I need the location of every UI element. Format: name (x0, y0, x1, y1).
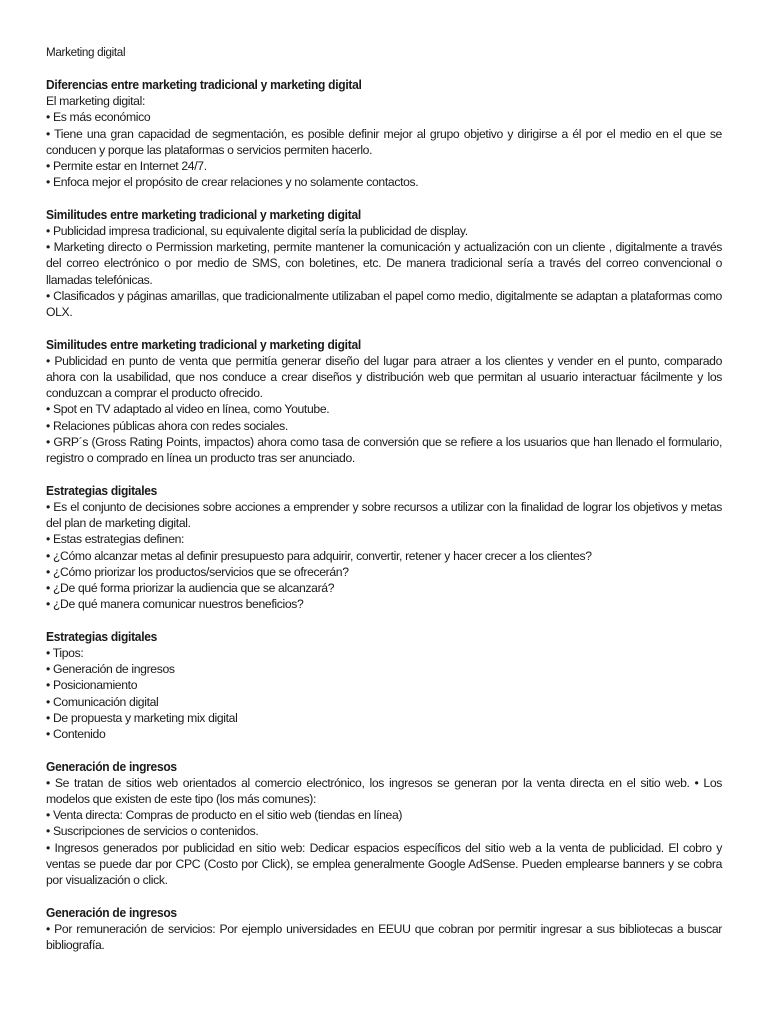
bullet-item: • Enfoca mejor el propósito de crear relaciones y no solamente contactos. (46, 175, 419, 190)
bullet-item: • Ingresos generados por publicidad en sitio web: Dedicar espacios específicos del sitio web a la venta de publicidad. El cobro y ventas se puede dar por CPC (Costo por Click), se emplea generalmente Google AdSense. Pueden emplearse banners y se cobra por visualización o click. (46, 840, 722, 888)
section (46, 336, 722, 467)
section-body (46, 93, 722, 191)
section-body (46, 921, 722, 954)
section-heading: Estrategias digitales (46, 482, 158, 498)
bullet-item: • Estas estrategias definen: (46, 532, 185, 547)
section-heading: Generación de ingresos (46, 904, 177, 920)
bullet-item: • Tiene una gran capacidad de segmentación, es posible definir mejor al grupo objetivo y dirigirse a él por el medio en el que se conducen y porque las plataformas o servicios permiten hacerlo. (46, 126, 722, 157)
bullet-item: • Marketing directo o Permission marketing, permite mantener la comunicación y actualización con un cliente , digitalmente a través del correo electrónico o por medio de SMS, con boletines, etc. De manera tradicional sería a través del correo convencional o llamadas telefónicas. (46, 240, 722, 287)
bullet-item: • Posicionamiento (46, 678, 138, 693)
bullet-item: • Comunicación digital (46, 694, 159, 709)
bullet-item: • Venta directa: Compras de producto en el sitio web (tiendas en línea) (46, 808, 403, 823)
bullet-item: • Spot en TV adaptado al video en línea, como Youtube. (46, 402, 330, 417)
bullet-item: • De propuesta y marketing mix digital (46, 710, 238, 725)
section-body (46, 353, 722, 467)
bullet-item: • Tipos: (46, 645, 84, 660)
bullet-item: • ¿De qué forma priorizar la audiencia que se alcanzará? (46, 581, 335, 596)
document-page (46, 44, 722, 968)
section-heading: Similitudes entre marketing tradicional y marketing digital (46, 206, 361, 222)
section-heading: Similitudes entre marketing tradicional y marketing digital (46, 336, 361, 352)
section (46, 758, 722, 889)
section-body (46, 499, 722, 613)
bullet-item: • Generación de ingresos (46, 662, 175, 677)
section-heading: Diferencias entre marketing tradicional y marketing digital (46, 77, 362, 92)
section-body (46, 645, 722, 743)
section (46, 76, 722, 191)
bullet-item: • Publicidad impresa tradicional, su equivalente digital sería la publicidad de display. (46, 223, 468, 238)
bullet-item: • Permite estar en Internet 24/7. (46, 159, 207, 174)
bullet-item: • Relaciones públicas ahora con redes sociales. (46, 418, 288, 433)
section (46, 628, 722, 743)
bullet-item: • Es más económico (46, 110, 151, 125)
bullet-item: • ¿Cómo alcanzar metas al definir presupuesto para adquirir, convertir, retener y hacer crecer a los clientes? (46, 548, 592, 563)
bullet-item: • Por remuneración de servicios: Por ejemplo universidades en EEUU que cobran por permitir ingresar a sus bibliotecas a buscar bibliografía. (46, 921, 722, 952)
document-sections (46, 76, 722, 953)
bullet-item: • Publicidad en punto de venta que permitía generar diseño del lugar para atraer a los clientes y vender en el punto, comparado ahora con la usabilidad, que nos conduce a crear diseños y distribución web que permitan al usuario interactuar fácilmente y los conduzcan a comprar el producto ofrecido. (46, 353, 722, 401)
bullet-item: • Se tratan de sitios web orientados al comercio electrónico, los ingresos se generan por la venta directa en el sitio web. • Los modelos que existen de este tipo (los más comunes): (46, 775, 722, 806)
bullet-item: • GRP´s (Gross Rating Points, impactos) ahora como tasa de conversión que se refiere a los usuarios que han llenado el formulario, registro o comprado en línea un producto tras ser anunciado. (46, 435, 722, 466)
bullet-item: • Clasificados y páginas amarillas, que tradicionalmente utilizaban el papel como medio, digitalmente se adaptan a plataformas como OLX. (46, 288, 722, 320)
document-title: Marketing digital (46, 45, 126, 59)
bullet-item: • Suscripciones de servicios o contenidos. (46, 824, 259, 839)
section (46, 482, 722, 613)
bullet-item: • Contenido (46, 727, 106, 742)
bullet-item: • ¿Cómo priorizar los productos/servicios que se ofrecerán? (46, 564, 349, 579)
section-body (46, 775, 722, 889)
section-heading: Estrategias digitales (46, 628, 158, 644)
section (46, 206, 722, 321)
section-body (46, 223, 722, 321)
bullet-item: • ¿De qué manera comunicar nuestros beneficios? (46, 597, 304, 612)
bullet-item: • Es el conjunto de decisiones sobre acciones a emprender y sobre recursos a utilizar con la finalidad de lograr los objetivos y metas del plan de marketing digital. (46, 499, 722, 530)
paragraph-text: El marketing digital: (46, 94, 145, 108)
section-heading: Generación de ingresos (46, 758, 177, 774)
section (46, 904, 722, 954)
